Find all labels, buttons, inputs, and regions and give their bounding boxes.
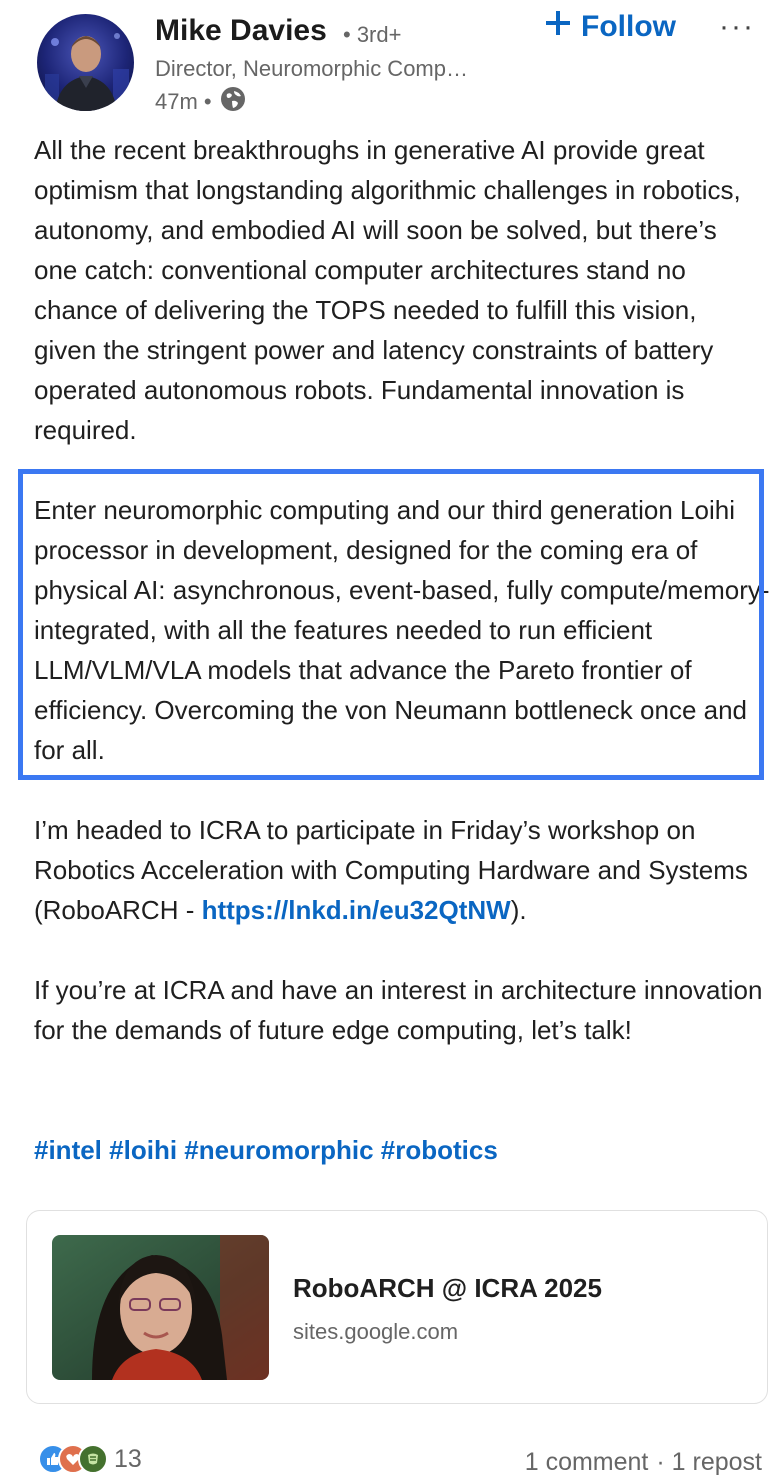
engagement-counts (525, 1448, 762, 1477)
connection-degree: • 3rd+ (343, 22, 402, 47)
post-time: 47m • (155, 89, 212, 114)
follow-label: Follow (581, 10, 676, 43)
author-headline: Director, Neuromorphic Comp… (155, 56, 468, 81)
follow-button[interactable] (545, 10, 676, 44)
paragraph-3-text: I’m headed to ICRA to participate in Friday’s workshop on Robotics Acceleration with Computing Hardware and Systems (RoboARCH - (34, 815, 748, 925)
hashtags (34, 1130, 498, 1170)
workshop-link[interactable]: https://lnkd.in/eu32QtNW (201, 895, 511, 925)
post-paragraph-2: Enter neuromorphic computing and our third generation Loihi processor in development, designed for the coming era of physical AI: asynchronous, event-based, fully compute/memory-integrated, with all the features needed to run efficient LLM/VLM/VLA models that advance the Pareto frontier of efficiency. Overcoming the von Neumann bottleneck once and for all. (34, 495, 770, 765)
post-paragraph-4: If you’re at ICRA and have an interest in architecture innovation for the demands of future edge computing, let’s talk! (34, 975, 763, 1045)
comments-count[interactable]: 1 comment (524, 1448, 649, 1476)
post-meta (155, 86, 246, 118)
reactions-summary[interactable] (38, 1444, 142, 1474)
author-name[interactable]: Mike Davies (155, 14, 327, 47)
link-preview-card[interactable] (26, 1210, 768, 1404)
hashtag-neuromorphic[interactable]: #neuromorphic (184, 1135, 374, 1165)
reposts-count[interactable]: · 1 repost (656, 1448, 762, 1476)
hashtag-robotics[interactable]: #robotics (380, 1135, 498, 1165)
plus-icon (545, 10, 571, 44)
support-reaction-icon (78, 1444, 108, 1474)
social-counts-bar (0, 1436, 784, 1484)
link-thumbnail (52, 1235, 269, 1380)
paragraph-3-end: ). (510, 895, 527, 925)
hashtag-loihi[interactable]: #loihi (109, 1135, 178, 1165)
post-header (0, 0, 784, 124)
globe-icon (220, 86, 246, 118)
hashtag-intel[interactable]: #intel (34, 1135, 102, 1165)
link-card-domain: sites.google.com (293, 1319, 459, 1344)
reaction-count: 13 (114, 1444, 142, 1473)
author-avatar[interactable] (37, 14, 134, 111)
more-options-button[interactable]: ··· (719, 10, 755, 43)
post-paragraph-1: All the recent breakthroughs in generative AI provide great optimism that longstanding algorithmic challenges in robotics, autonomy, and embodied AI will soon be solved, but there’s one catch: conventional computer architectures stand no chance of delivering the TOPS needed to fulfill this vision, given the stringent power and latency constraints of battery operated autonomous robots. Fundamental innovation is required. (34, 135, 741, 445)
link-card-title[interactable]: RoboARCH @ ICRA 2025 (293, 1273, 602, 1303)
post-paragraph-3 (34, 810, 764, 930)
